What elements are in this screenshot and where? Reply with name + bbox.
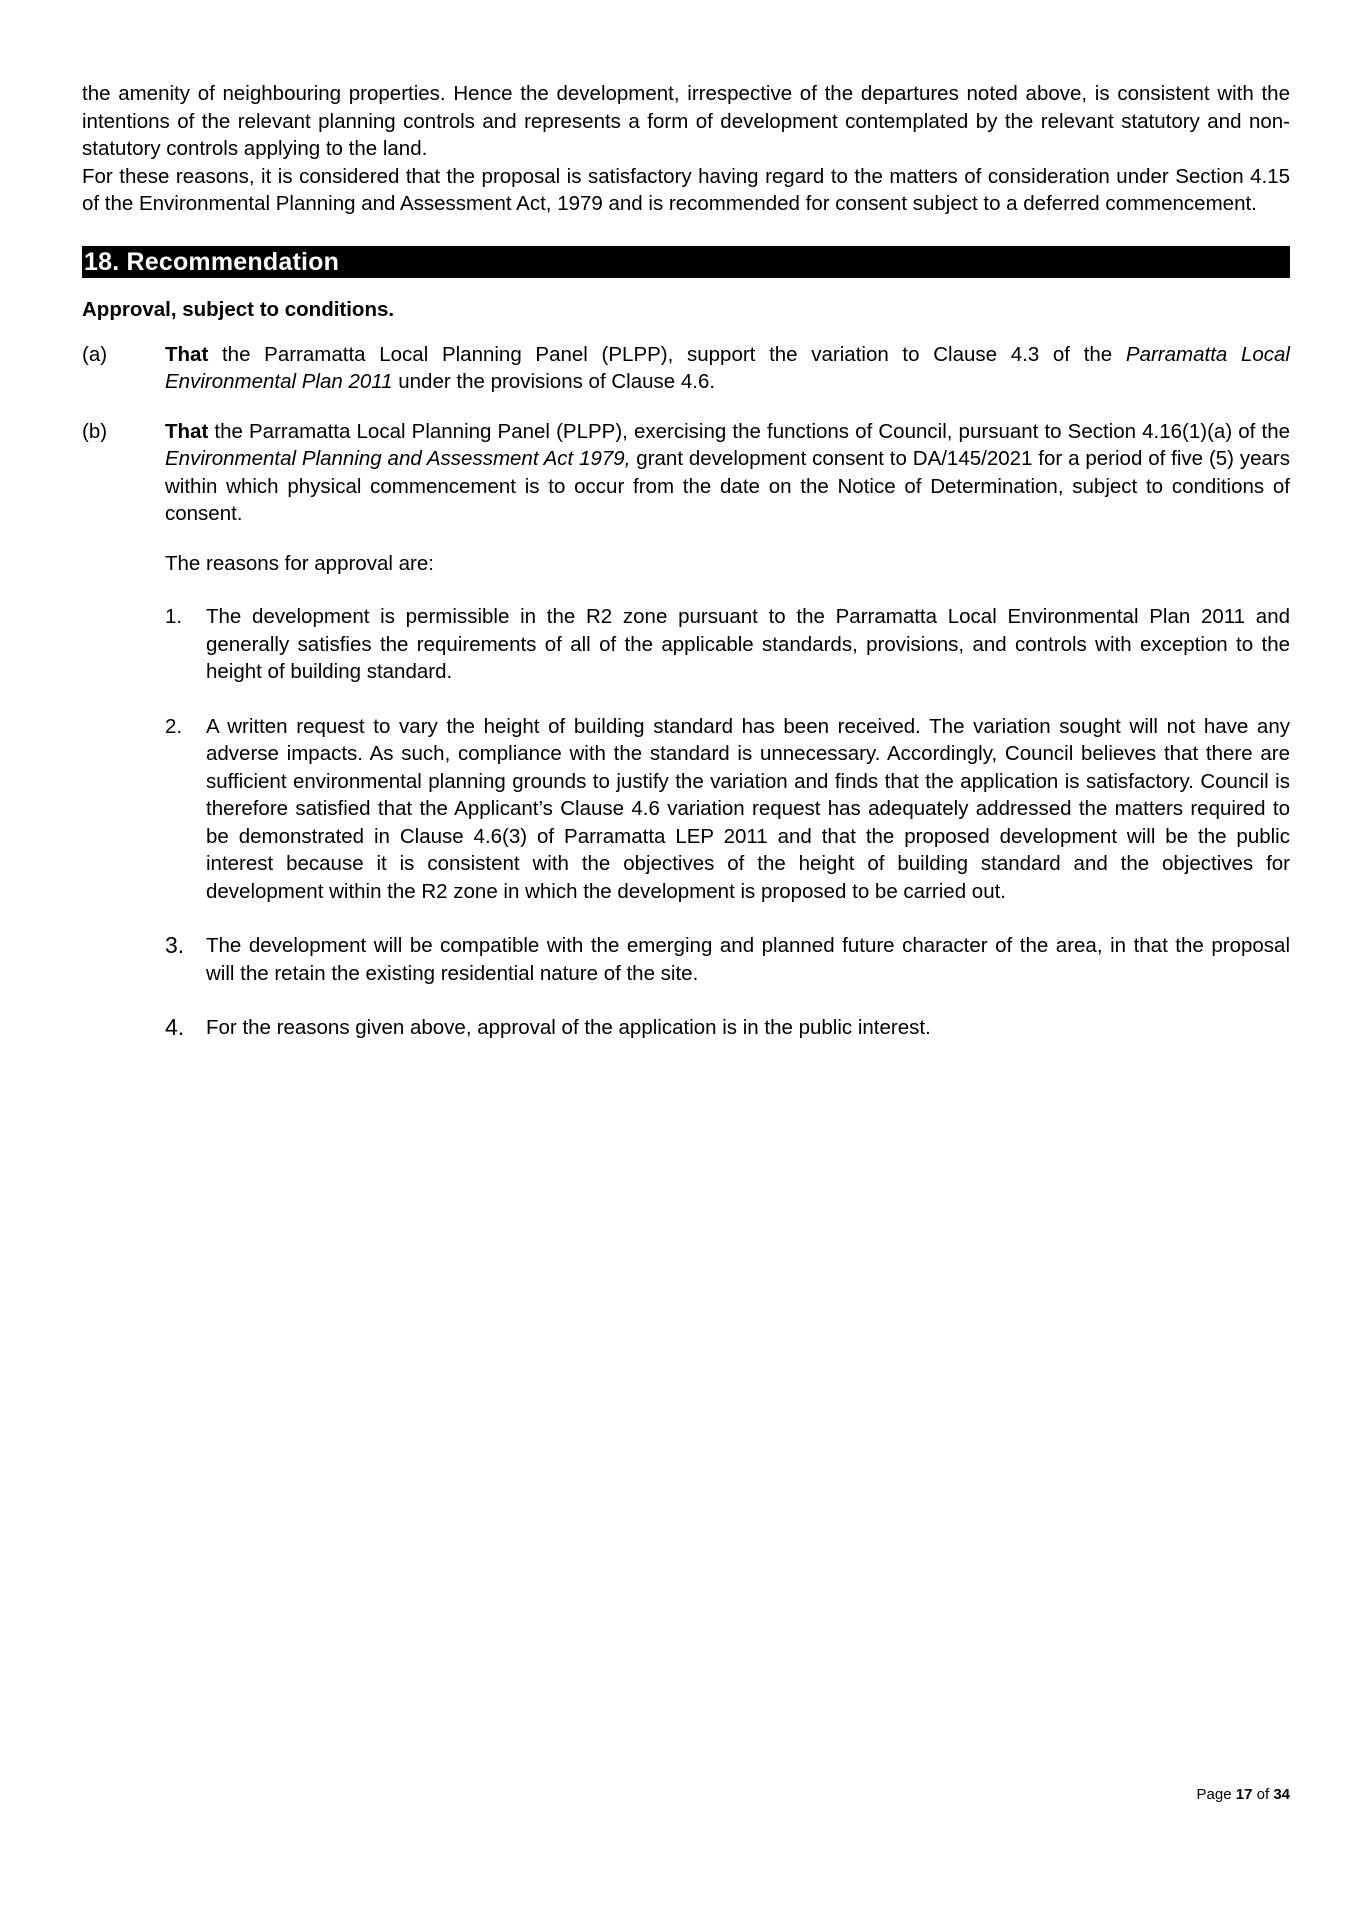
section-heading: 18. Recommendation [82,246,1290,278]
reason-item [165,603,1290,686]
reasons-intro: The reasons for approval are: [165,551,434,575]
page-total: 34 [1273,1786,1290,1803]
reason-number: 1. [165,605,183,628]
document-page [82,80,1290,1042]
page-footer [1100,1785,1290,1805]
clause-a-text2: under the provisions of Clause 4.6. [392,370,716,393]
clause-b [82,418,1290,528]
page-label: Page [1196,1786,1232,1803]
page-current: 17 [1235,1786,1253,1803]
clause-a-italic: Parramatta Local Environmental Plan 2011 [165,342,1290,393]
reason-text: The development will be compatible with the emerging and planned future character of the area, in that the proposal will the retain the existing residential nature of the site. [206,934,1290,985]
recommendation-subheading: Approval, subject to conditions. [82,297,395,321]
reason-number: 4. [165,1014,185,1040]
reason-item [165,1014,1290,1042]
reason-text: A written request to vary the height of building standard has been received. The variation sought will not have any adverse impacts. As such, compliance with the standard is unnecessary. Accordingly, Council believes that there are sufficient environmental planning grounds to justify the variation and finds that the application is satisfactory. Council is therefore satisfied that the Applicant’s Clause 4.6 variation request has adequately addressed the matters required to be demonstrated in Clause 4.6(3) of Parramatta LEP 2011 and that the proposed development will be the public interest because it is consistent with the objectives of the height of building standard and the objectives for development within the R2 zone in which the development is proposed to be carried out. [206,714,1290,903]
clause-b-italic: Environmental Planning and Assessment Act 1979, [165,447,631,470]
clause-a-lead: That [165,342,209,366]
clause-b-lead: That [165,419,209,443]
clause-a-label: (a) [82,342,108,366]
page-of: of [1256,1786,1270,1803]
clause-a-text1: the Parramatta Local Planning Panel (PLPP), support the variation to Clause 4.3 of the [208,342,1126,366]
clause-b-text1: the Parramatta Local Planning Panel (PLPP), exercising the functions of Council, pursuant to Section 4.16(1)(a) of the [208,419,1290,443]
reason-number: 3. [165,932,185,958]
clause-b-text2: grant development consent to DA/145/2021 for a period of five (5) years within which physical commencement is to occur from the date on the Notice of Determination, subject to conditions of consent. [165,447,1290,525]
intro-paragraph-1: the amenity of neighbouring properties. Hence the development, irrespective of the departures noted above, is consistent with the intentions of the relevant planning controls and represents a form of development contemplated by the relevant statutory and non-statutory controls applying to the land. [82,82,1290,160]
clause-a [82,341,1290,396]
clause-b-label: (b) [82,419,108,443]
clause-b-text [165,418,1290,528]
clause-a-text [165,341,1290,396]
reason-item [165,713,1290,906]
intro-paragraph-2: For these reasons, it is considered that the proposal is satisfactory having regard to the matters of consideration under Section 4.15 of the Environmental Planning and Assessment Act, 1979 and is recommended for consent subject to a deferred commencement. [82,164,1290,215]
reason-text: The development is permissible in the R2 zone pursuant to the Parramatta Local Environmental Plan 2011 and generally satisfies the requirements of all of the applicable standards, provisions, and controls with exception to the height of building standard. [206,605,1290,683]
reason-item [165,932,1290,987]
reason-number: 2. [165,714,183,738]
reason-text: For the reasons given above, approval of the application is in the public interest. [206,1016,931,1039]
